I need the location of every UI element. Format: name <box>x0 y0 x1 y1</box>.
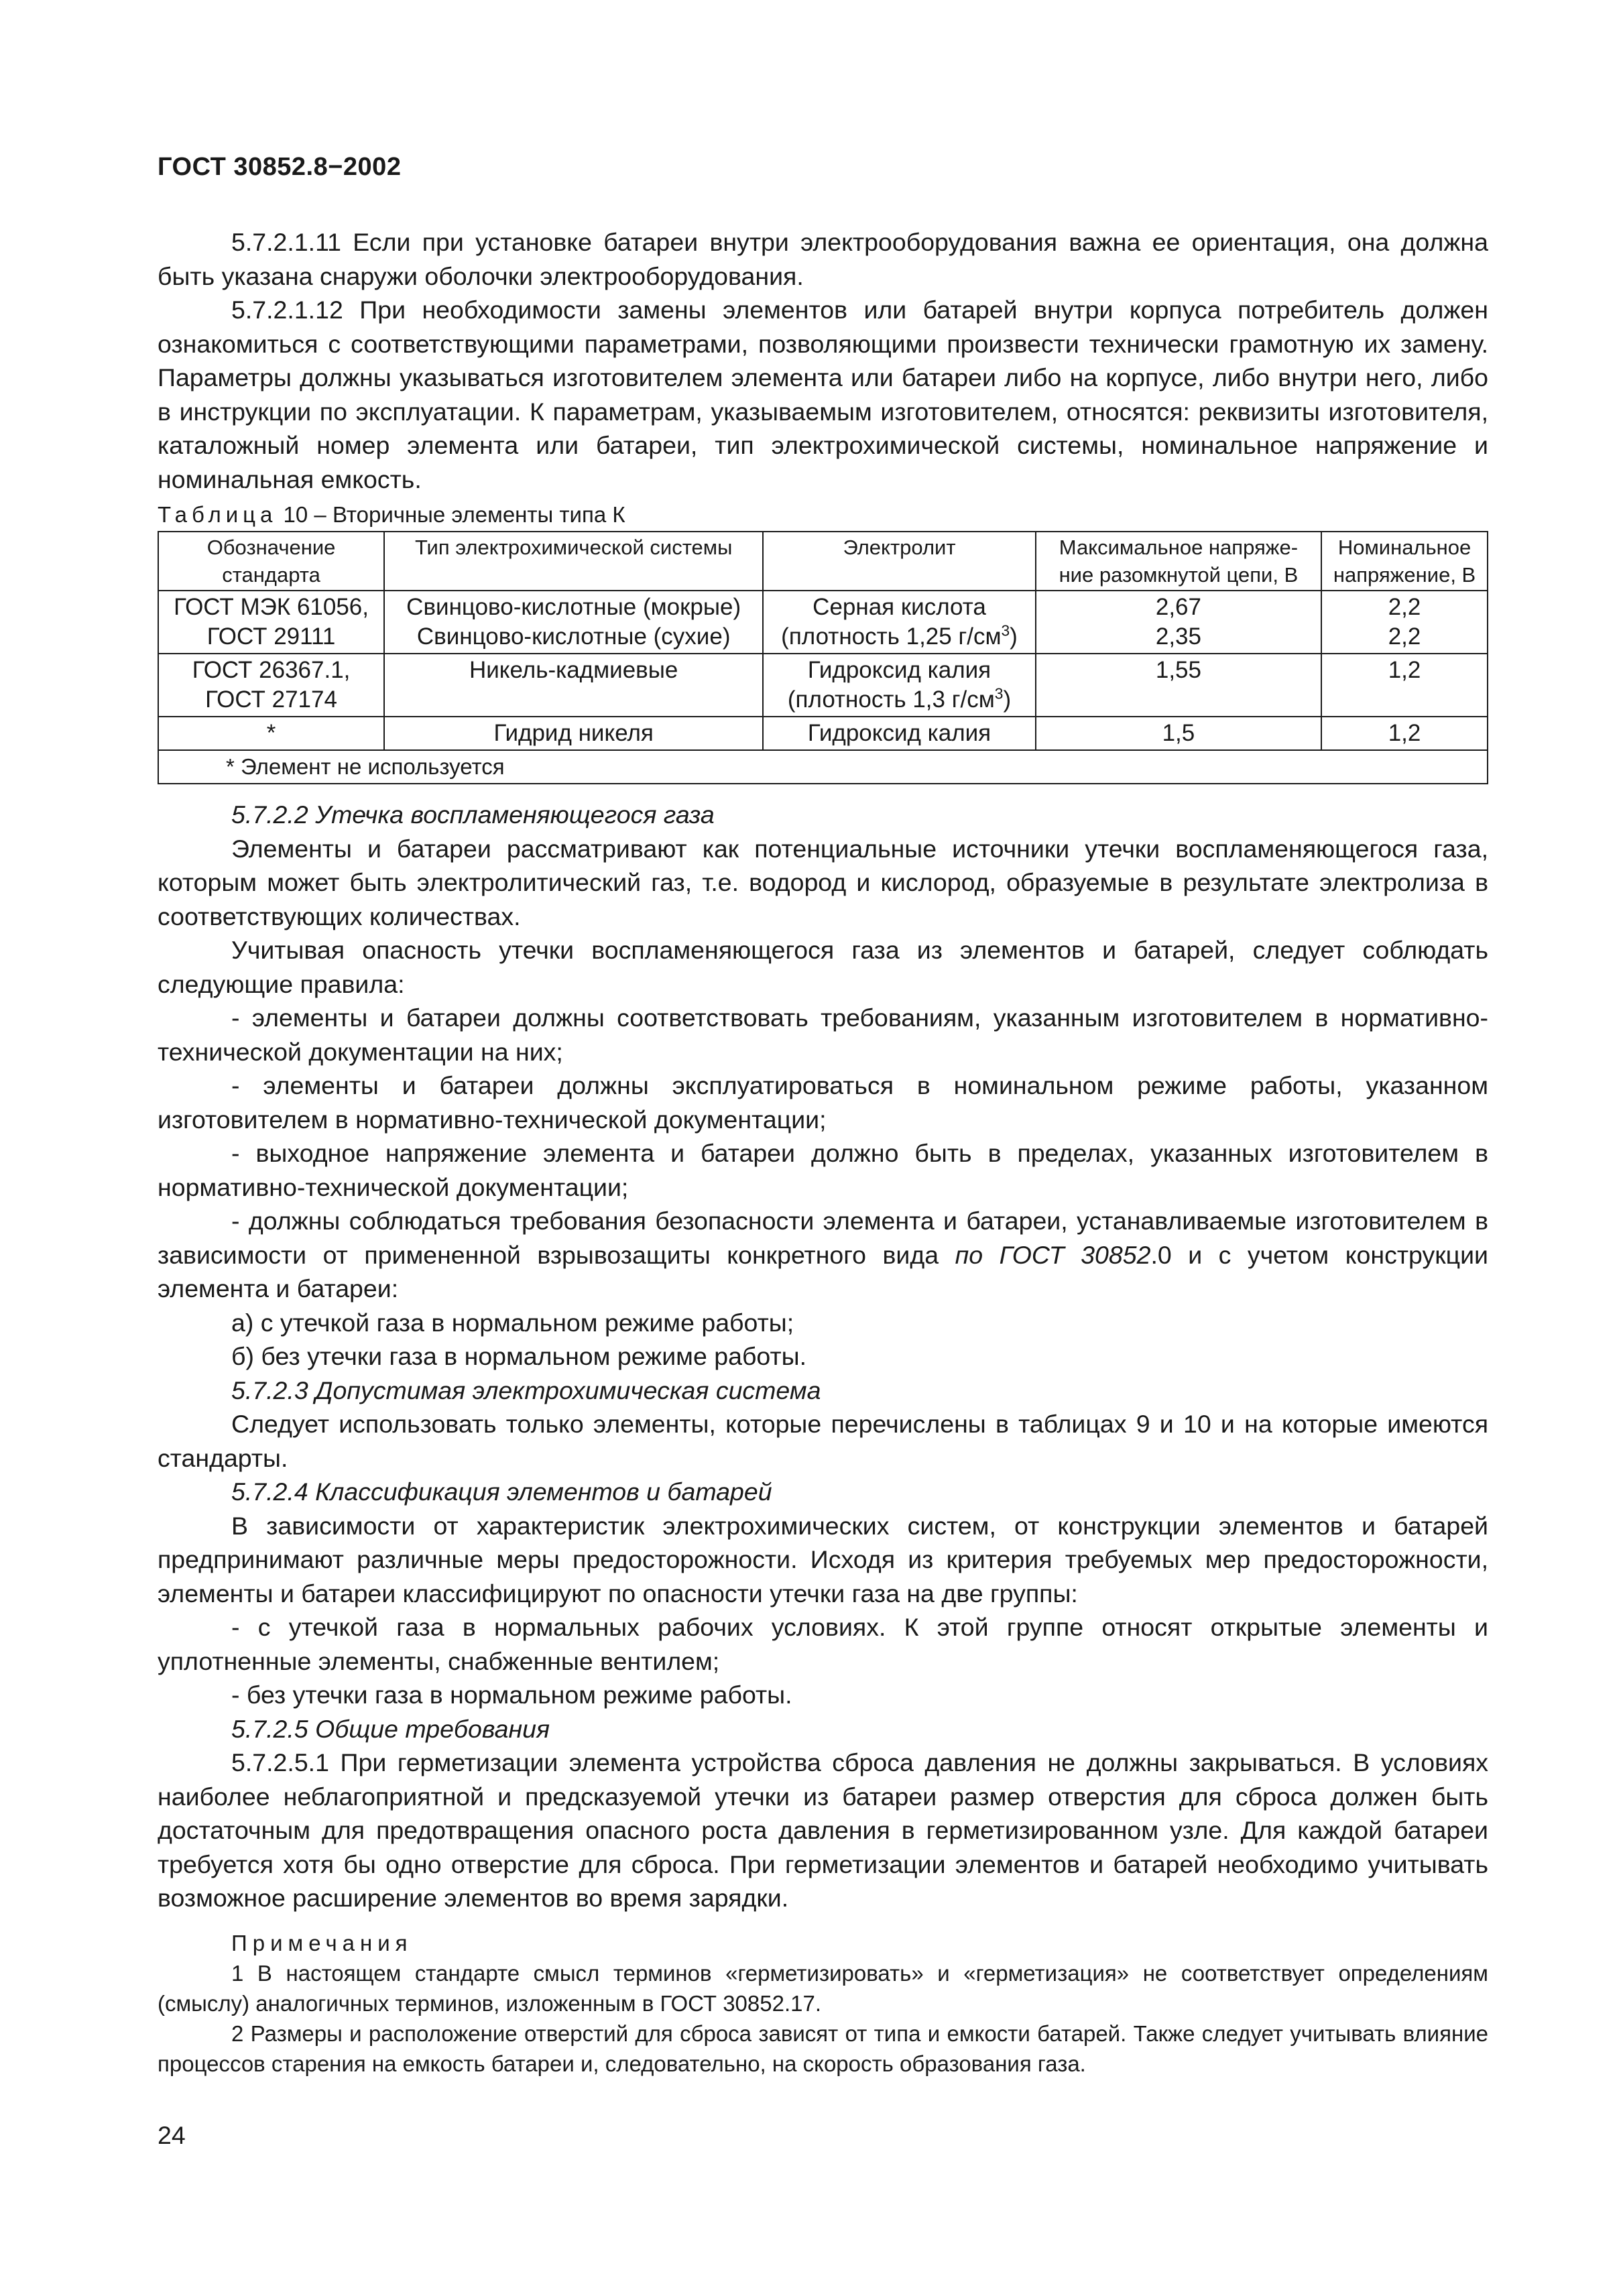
paragraph: В зависимости от характеристик электрохимических систем, от конструкции элементов и батарей предпринимают различные меры предосторожности. Исходя из критерия требуемых мер предосторожности, элементы и батареи классифицируют по опасности утечки газа на две группы: <box>158 1511 1488 1608</box>
paragraph: Элементы и батареи рассматривают как потенциальные источники утечки воспламеняющегося газа, которым может быть электролитический газ, т.е. водород и кислород, образуемые в результате электролиза в соответствующих количествах. <box>158 834 1488 930</box>
header-electrolyte: Электролит <box>763 532 1036 591</box>
table-caption-title: 10 – Вторичные элементы типа К <box>277 502 625 527</box>
table-footnote: * Элемент не используется <box>158 750 1488 784</box>
heading-5-7-2-5: 5.7.2.5 Общие требования <box>231 1714 550 1743</box>
cell-nominal-voltage: 2,2 2,2 <box>1321 591 1488 654</box>
paragraph-5-7-2-1-11: 5.7.2.1.11 Если при установке батареи внутри электрооборудования важна ее ориентация, она должна быть указана снаружи оболочки электрооборудования. <box>158 228 1488 290</box>
standard-reference: по ГОСТ 30852 <box>955 1240 1151 1269</box>
header-max-voltage: Максимальное напряже- ние разомкнутой цепи, В <box>1036 532 1321 591</box>
table-footnote-row <box>158 750 1488 784</box>
paragraph-5-7-2-5-1: 5.7.2.5.1 При герметизации элемента устройства сброса давления не должны закрываться. В условиях наиболее неблагоприятной и предсказуемой утечки из батареи размер отверстия для сброса должен быть достаточным для предотвращения опасного роста давления в герметизированном узле. Для каждой батареи требуется хотя бы одно отверстие для сброса. При герметизации элементов и батарей необходимо учитывать возможное расширение элементов во время зарядки. <box>158 1748 1488 1912</box>
cell-electrolyte: Гидроксид калия (плотность 1,3 $г/см^3$) <box>763 654 1036 717</box>
cell-standard: * <box>158 717 384 750</box>
paragraph-5-7-2-1-12: 5.7.2.1.12 При необходимости замены элементов или батарей внутри корпуса потребитель должен ознакомиться с соответствующими параметрами, позволяющими произвести технически грамотную их замену. Параметры должны указываться изготовителем элемента или батареи либо на корпусе, либо внутри него, либо в инструкции по эксплуатации. К параметрам, указываемым изготовителем, относятся: реквизиты изготовителя, каталожный номер элемента или батареи, тип электрохимической системы, номинальное напряжение и номинальная емкость. <box>158 296 1488 493</box>
table-row <box>158 654 1488 717</box>
table-row <box>158 717 1488 750</box>
list-item: - элементы и батареи должны соответствовать требованиям, указанным изготовителем в нормативно-технической документации на них; <box>158 1004 1488 1066</box>
table-header-row <box>158 532 1488 591</box>
header-standard: Обозначение стандарта <box>158 532 384 591</box>
note-1: 1 В настоящем стандарте смысл терминов «герметизировать» и «герметизация» не соответствует определениям (смыслу) аналогичных терминов, изложенным в ГОСТ 30852.17. <box>158 1960 1488 2016</box>
cell-system: Гидрид никеля <box>384 717 763 750</box>
cell-standard: ГОСТ 26367.1, ГОСТ 27174 <box>158 654 384 717</box>
cell-max-voltage: 1,55 <box>1036 654 1321 717</box>
list-item: б) без утечки газа в нормальном режиме работы. <box>231 1342 806 1370</box>
heading-5-7-2-3: 5.7.2.3 Допустимая электрохимическая система <box>231 1376 821 1404</box>
cell-electrolyte: Серная кислота (плотность 1,25 $г/см^3$) <box>763 591 1036 654</box>
paragraph: Учитывая опасность утечки воспламеняющегося газа из элементов и батарей, следует соблюдать следующие правила: <box>158 936 1488 998</box>
note-2: 2 Размеры и расположение отверстий для сброса зависят от типа и емкости батарей. Также следует учитывать влияние процессов старения на емкость батареи и, следовательно, на скорость образования газа. <box>158 2020 1488 2076</box>
table-row <box>158 591 1488 654</box>
cell-nominal-voltage: 1,2 <box>1321 717 1488 750</box>
cell-max-voltage: 2,67 2,35 <box>1036 591 1321 654</box>
document-header: ГОСТ 30852.8−2002 <box>158 153 402 181</box>
cell-system: Свинцово-кислотные (мокрые) Свинцово-кислотные (сухие) <box>384 591 763 654</box>
list-item: а) с утечкой газа в нормальном режиме работы; <box>231 1308 794 1337</box>
cell-nominal-voltage: 1,2 <box>1321 654 1488 717</box>
cell-max-voltage: 1,5 <box>1036 717 1321 750</box>
list-item: - элементы и батареи должны эксплуатироваться в номинальном режиме работы, указанном изготовителем в нормативно-технической документации; <box>158 1071 1488 1134</box>
paragraph: Следует использовать только элементы, которые перечислены в таблицах 9 и 10 и на которые имеются стандарты. <box>158 1410 1488 1472</box>
table-caption-prefix: Таблица <box>158 502 278 527</box>
table-caption <box>158 500 1488 530</box>
table-10 <box>158 531 1488 784</box>
heading-5-7-2-2: 5.7.2.2 Утечка воспламеняющегося газа <box>231 800 715 829</box>
cell-electrolyte: Гидроксид калия <box>763 717 1036 750</box>
notes-title: Примечания <box>231 1930 413 1955</box>
page-number: 24 <box>158 2121 186 2149</box>
cell-system: Никель-кадмиевые <box>384 654 763 717</box>
header-system: Тип электрохимической системы <box>384 532 763 591</box>
list-item: - с утечкой газа в нормальных рабочих условиях. К этой группе относят открытые элементы и уплотненные элементы, снабженные вентилем; <box>158 1613 1488 1675</box>
list-item: - без утечки газа в нормальном режиме работы. <box>231 1681 792 1709</box>
header-nominal-voltage: Номинальное напряжение, В <box>1321 532 1488 591</box>
cell-standard: ГОСТ МЭК 61056, ГОСТ 29111 <box>158 591 384 654</box>
list-item: - должны соблюдаться требования безопасности элемента и батареи, устанавливаемые изготовителем в зависимости от примененной взрывозащиты конкретного вида по ГОСТ 30852.0 и с учетом конструкции элемента и батареи: <box>158 1207 1488 1303</box>
heading-5-7-2-4: 5.7.2.4 Классификация элементов и батарей <box>231 1477 772 1506</box>
document-body <box>158 225 1488 2079</box>
list-item: - выходное напряжение элемента и батареи должно быть в пределах, указанных изготовителем в нормативно-технической документации; <box>158 1139 1488 1201</box>
